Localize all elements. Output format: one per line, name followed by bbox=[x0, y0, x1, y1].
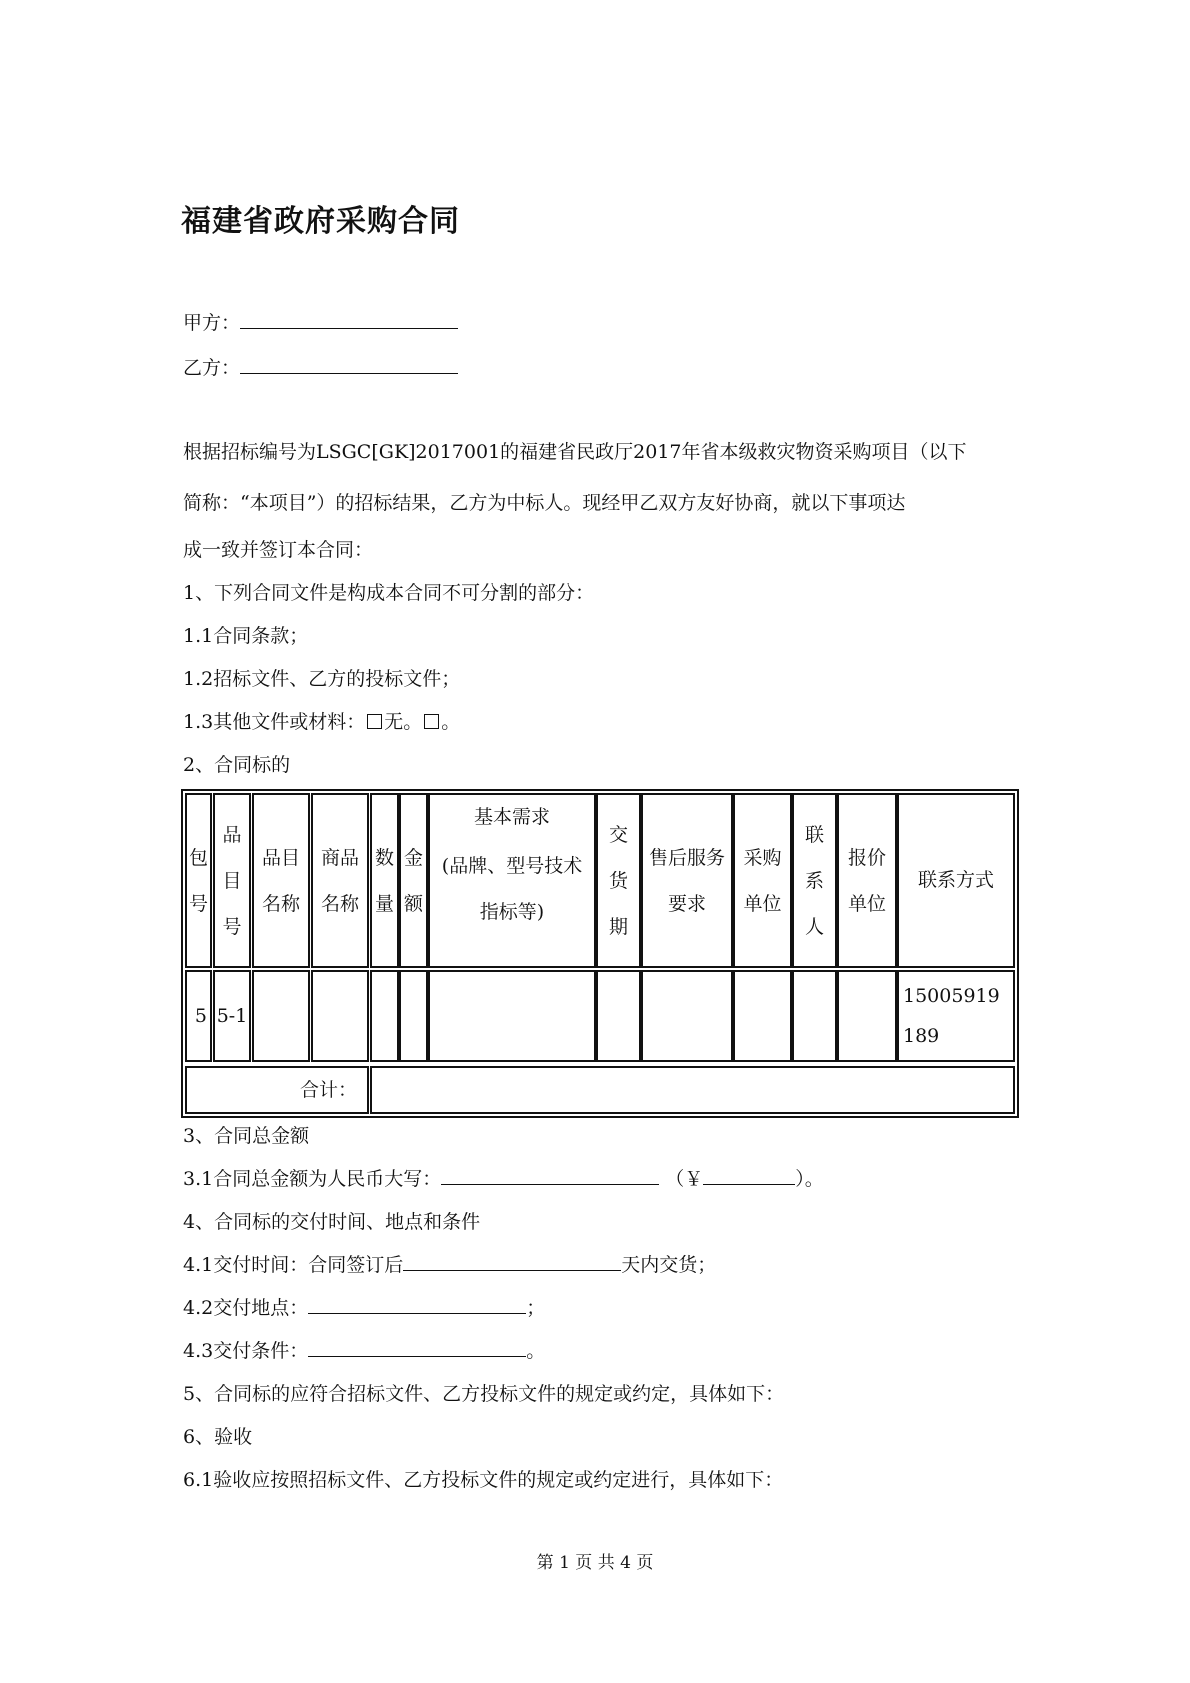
checkbox-none[interactable] bbox=[367, 714, 382, 729]
section-5: 5、合同标的应符合招标文件、乙方投标文件的规定或约定，具体如下： bbox=[183, 1383, 785, 1405]
header-requirements-title: 基本需求 bbox=[473, 806, 550, 828]
row-item-no: 5-1 bbox=[213, 970, 251, 1062]
header-item-no: 品目号 bbox=[213, 793, 251, 968]
intro-line-1: 根据招标编号为LSGC[GK]2017001的福建省民政厅2017年省本级救灾物资采购项目（以下 bbox=[183, 441, 967, 463]
row-requirements bbox=[428, 970, 596, 1062]
header-quote: 报价单位 bbox=[837, 793, 897, 968]
party-a-label: 甲方： bbox=[183, 312, 241, 334]
party-a-blank[interactable] bbox=[240, 310, 458, 329]
delivery-place-blank[interactable] bbox=[308, 1295, 526, 1314]
intro-line-2: 简称：“本项目”）的招标结果，乙方为中标人。现经甲乙双方友好协商，就以下事项达 bbox=[183, 492, 906, 514]
row-qty bbox=[370, 970, 399, 1062]
section-4-3 bbox=[183, 1336, 545, 1363]
header-buyer: 采购单位 bbox=[733, 793, 792, 968]
row-contact-info: 15005919189 bbox=[897, 970, 1015, 1062]
section-1-2: 1.2招标文件、乙方的投标文件； bbox=[183, 668, 461, 690]
header-qty: 数量 bbox=[370, 793, 399, 968]
row-amount bbox=[399, 970, 428, 1062]
section-4-2-end: ； bbox=[526, 1297, 546, 1319]
header-goods-name: 商品名称 bbox=[311, 793, 369, 968]
section-3-1-yen: （￥ bbox=[665, 1168, 704, 1190]
section-4-1 bbox=[183, 1250, 716, 1277]
row-item-name bbox=[252, 970, 310, 1062]
checkbox-other[interactable] bbox=[424, 714, 439, 729]
document-title: 福建省政府采购合同 bbox=[181, 204, 460, 239]
header-delivery: 交货期 bbox=[596, 793, 641, 968]
contract-items-table bbox=[181, 789, 1019, 1118]
row-pkg: 5 bbox=[185, 970, 212, 1062]
party-a-line bbox=[183, 308, 458, 335]
total-amount-words-blank[interactable] bbox=[441, 1166, 659, 1185]
section-3-1-label: 3.1合同总金额为人民币大写： bbox=[183, 1168, 442, 1190]
section-1-heading: 1、下列合同文件是构成本合同不可分割的部分： bbox=[183, 582, 595, 604]
party-b-label: 乙方： bbox=[183, 357, 241, 379]
delivery-conditions-blank[interactable] bbox=[308, 1338, 526, 1357]
section-4-heading: 4、合同标的交付时间、地点和条件 bbox=[183, 1211, 481, 1233]
section-6-1: 6.1验收应按照招标文件、乙方投标文件的规定或约定进行，具体如下： bbox=[183, 1469, 784, 1491]
section-1-3-label: 1.3其他文件或材料： bbox=[183, 711, 366, 733]
total-value bbox=[370, 1066, 1015, 1114]
section-4-1-label: 4.1交付时间：合同签订后 bbox=[183, 1254, 404, 1276]
party-b-line bbox=[183, 353, 458, 380]
section-1-1: 1.1合同条款； bbox=[183, 625, 309, 647]
header-contact-info: 联系方式 bbox=[897, 793, 1015, 968]
section-3-heading: 3、合同总金额 bbox=[183, 1125, 310, 1147]
section-4-3-label: 4.3交付条件： bbox=[183, 1340, 309, 1362]
intro-line-3: 成一致并签订本合同： bbox=[183, 539, 374, 561]
section-4-2 bbox=[183, 1293, 545, 1320]
header-item-name: 品目名称 bbox=[252, 793, 310, 968]
section-2-heading: 2、合同标的 bbox=[183, 754, 291, 776]
section-4-3-end: 。 bbox=[526, 1340, 546, 1362]
section-1-3-end: 。 bbox=[441, 711, 461, 733]
header-amount: 金额 bbox=[399, 793, 428, 968]
header-requirements-sub: (品牌、型号技术指标等) bbox=[441, 855, 583, 923]
section-6-heading: 6、验收 bbox=[183, 1426, 253, 1448]
row-contact bbox=[792, 970, 837, 1062]
section-4-1-suffix: 天内交货； bbox=[621, 1254, 717, 1276]
row-buyer bbox=[733, 970, 792, 1062]
section-4-2-label: 4.2交付地点： bbox=[183, 1297, 309, 1319]
header-requirements bbox=[428, 793, 596, 968]
section-3-1-end: ）。 bbox=[795, 1168, 824, 1190]
row-quote bbox=[837, 970, 897, 1062]
delivery-days-blank[interactable] bbox=[403, 1252, 621, 1271]
party-b-blank[interactable] bbox=[240, 355, 458, 374]
row-service bbox=[641, 970, 733, 1062]
row-goods-name bbox=[311, 970, 369, 1062]
section-3-1 bbox=[183, 1164, 824, 1191]
page-footer: 第 1 页 共 4 页 bbox=[536, 1553, 654, 1573]
header-contact: 联系人 bbox=[792, 793, 837, 968]
header-service: 售后服务要求 bbox=[641, 793, 733, 968]
section-1-3 bbox=[183, 707, 460, 734]
header-pkg: 包号 bbox=[185, 793, 212, 968]
section-1-3-none-text: 无。 bbox=[384, 711, 423, 733]
row-delivery bbox=[596, 970, 641, 1062]
total-amount-number-blank[interactable] bbox=[703, 1166, 795, 1185]
total-label: 合计： bbox=[185, 1066, 369, 1114]
